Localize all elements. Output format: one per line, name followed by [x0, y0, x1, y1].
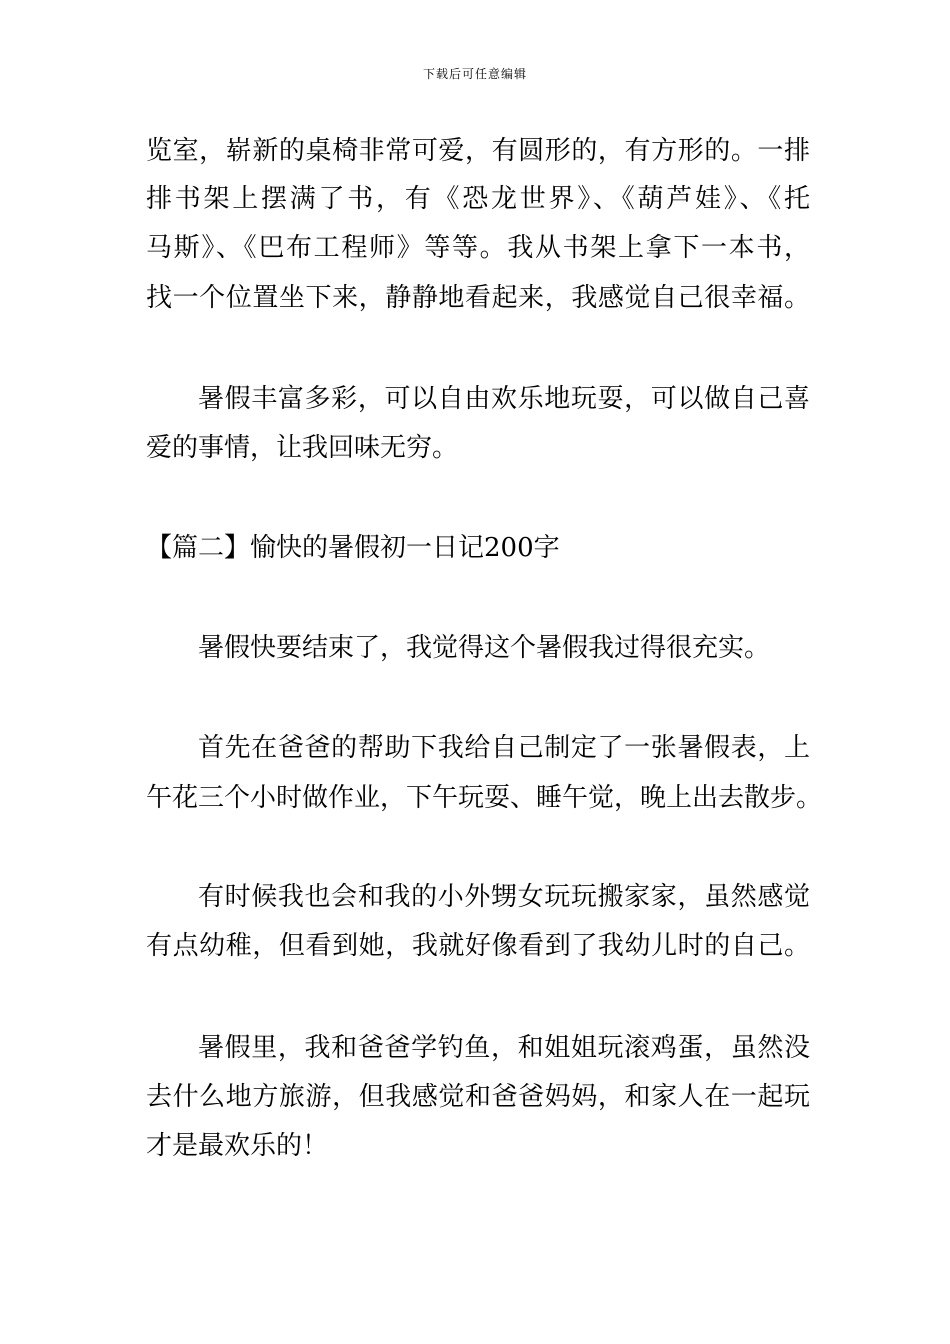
text-line: 暑假里，我和爸爸学钓鱼，和姐姐玩滚鸡蛋，虽然没	[198, 1033, 810, 1063]
section-heading: 【篇二】愉快的暑假初一日记200字	[146, 533, 560, 563]
text-line: 有点幼稚，但看到她，我就好像看到了我幼儿时的自己。	[146, 931, 810, 961]
text-line: 才是最欢乐的！	[146, 1131, 329, 1161]
header-note: 下载后可任意编辑	[422, 67, 527, 81]
text-line: 览室，崭新的桌椅非常可爱，有圆形的，有方形的。一排	[146, 136, 810, 166]
text-line: 爱的事情，让我回味无穷。	[146, 433, 459, 463]
text-line: 找一个位置坐下来，静静地看起来，我感觉自己很幸福。	[146, 283, 810, 313]
text-line: 暑假丰富多彩，可以自由欢乐地玩耍，可以做自己喜	[198, 384, 810, 414]
text-line: 首先在爸爸的帮助下我给自己制定了一张暑假表，上	[198, 733, 810, 763]
text-line: 有时候我也会和我的小外甥女玩玩搬家家，虽然感觉	[198, 882, 810, 912]
text-line: 排书架上摆满了书，有《恐龙世界》、《葫芦娃》、《托	[146, 184, 810, 214]
text-line: 马斯》、《巴布工程师》等等。我从书架上拿下一本书，	[146, 233, 810, 263]
text-line: 午花三个小时做作业，下午玩耍、睡午觉，晚上出去散步。	[146, 783, 823, 813]
text-line: 去什么地方旅游，但我感觉和爸爸妈妈，和家人在一起玩	[146, 1082, 810, 1112]
text-line: 暑假快要结束了，我觉得这个暑假我过得很充实。	[198, 633, 771, 663]
